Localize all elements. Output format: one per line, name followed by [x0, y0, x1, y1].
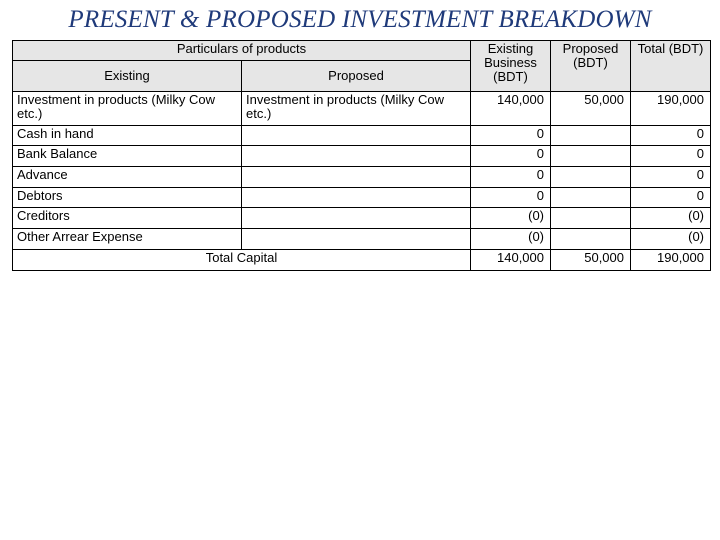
proposed-bdt-cell: 50,000 — [551, 92, 631, 126]
table-row — [13, 208, 711, 229]
existing-bdt-cell: (0) — [471, 229, 551, 250]
proposed-item — [242, 229, 471, 250]
table-row — [13, 229, 711, 250]
table-row — [13, 167, 711, 188]
total-bdt-cell: 0 — [631, 167, 711, 188]
proposed-bdt-cell — [551, 167, 631, 188]
existing-bdt-cell: 0 — [471, 146, 551, 167]
table-row — [13, 188, 711, 208]
total-proposed-bdt: 50,000 — [551, 250, 631, 271]
total-capital-label: Total Capital — [13, 250, 471, 271]
total-total-bdt: 190,000 — [631, 250, 711, 271]
proposed-item — [242, 208, 471, 229]
existing-item: Bank Balance — [13, 146, 242, 167]
proposed-bdt-cell — [551, 208, 631, 229]
proposed-bdt-cell — [551, 229, 631, 250]
existing-bdt-cell: 0 — [471, 167, 551, 188]
existing-item: Debtors — [13, 188, 242, 208]
header-row — [13, 41, 711, 61]
proposed-bdt-header: Proposed (BDT) — [551, 41, 631, 92]
proposed-bdt-cell — [551, 126, 631, 146]
table-row — [13, 92, 711, 126]
existing-bdt-cell: 0 — [471, 126, 551, 146]
existing-item: Advance — [13, 167, 242, 188]
existing-item: Other Arrear Expense — [13, 229, 242, 250]
total-bdt-header: Total (BDT) — [631, 41, 711, 92]
proposed-item — [242, 126, 471, 146]
existing-business-header: Existing Business (BDT) — [471, 41, 551, 92]
proposed-item: Investment in products (Milky Cow etc.) — [242, 92, 471, 126]
total-bdt-cell: 0 — [631, 146, 711, 167]
existing-bdt-cell: 0 — [471, 188, 551, 208]
proposed-bdt-cell — [551, 188, 631, 208]
proposed-item — [242, 146, 471, 167]
particulars-header: Particulars of products — [13, 41, 471, 61]
total-row — [13, 250, 711, 271]
table-row — [13, 146, 711, 167]
table-row — [13, 126, 711, 146]
investment-table — [12, 40, 711, 271]
existing-bdt-cell: (0) — [471, 208, 551, 229]
total-bdt-cell: (0) — [631, 208, 711, 229]
proposed-item — [242, 188, 471, 208]
existing-item: Cash in hand — [13, 126, 242, 146]
total-bdt-cell: 190,000 — [631, 92, 711, 126]
proposed-bdt-cell — [551, 146, 631, 167]
proposed-item — [242, 167, 471, 188]
existing-bdt-cell: 140,000 — [471, 92, 551, 126]
page-title: PRESENT & PROPOSED INVESTMENT BREAKDOWN — [68, 6, 652, 33]
existing-item: Creditors — [13, 208, 242, 229]
proposed-subheader: Proposed — [242, 61, 471, 92]
total-existing-bdt: 140,000 — [471, 250, 551, 271]
existing-subheader: Existing — [13, 61, 242, 92]
existing-item: Investment in products (Milky Cow etc.) — [13, 92, 242, 126]
total-bdt-cell: 0 — [631, 126, 711, 146]
total-bdt-cell: (0) — [631, 229, 711, 250]
total-bdt-cell: 0 — [631, 188, 711, 208]
